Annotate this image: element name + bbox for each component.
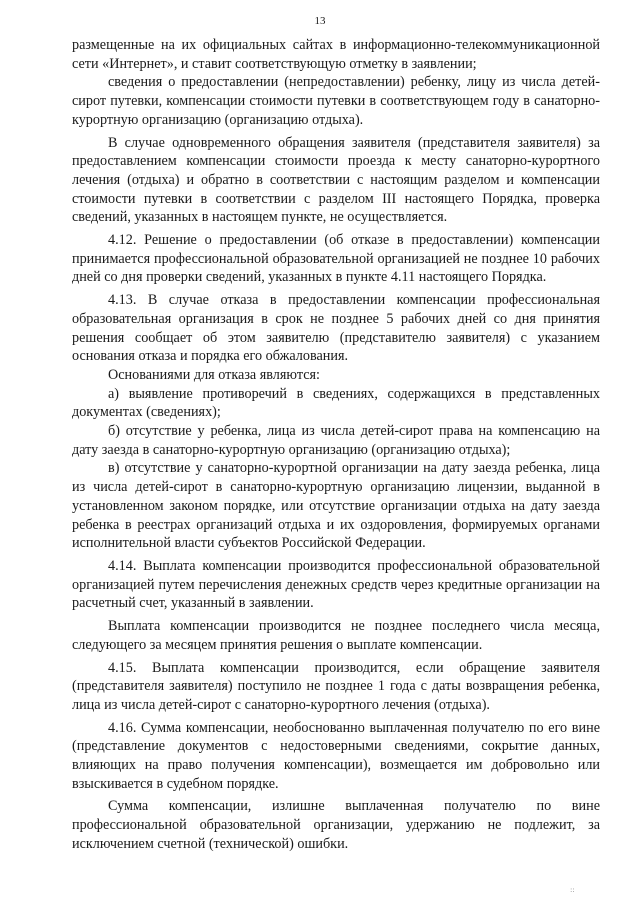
paragraph-payment-deadline: Выплата компенсации производится не позднее последнего числа месяца, следующего за месяцем принятия решения о выплате компенсации.	[72, 618, 600, 653]
paragraph-4-13: 4.13. В случае отказа в предоставлении компенсации профессиональная образовательная организация в срок не позднее 5 рабочих дней со дня принятия решения сообщает об этом заявителю (представителю заявителя) с указанием основания отказа и порядка его обжалования.	[72, 292, 600, 365]
paragraph-4-15: 4.15. Выплата компенсации производится, если обращение заявителя (представителя заявителя) поступило не позднее 1 года с даты возвращения ребенка, лица из числа детей-сирот с санаторно-курортного лечения (отдыха).	[72, 659, 600, 713]
paragraph-ground-a: а) выявление противоречий в сведениях, содержащихся в представленных документах (сведениях);	[72, 385, 600, 421]
paragraph-ground-b: б) отсутствие у ребенка, лица из числа детей-сирот права на компенсацию на дату заезда в санаторно-курортную организацию (организацию отдыха);	[72, 423, 600, 458]
paragraph-continuation: размещенные на их официальных сайтах в информационно-телекоммуникационной сети «Интернет», и ставит соответствующую отметку в заявлении;	[72, 37, 600, 72]
paragraph-4-12: 4.12. Решение о предоставлении (об отказе в предоставлении) компенсации принимается профессиональной образовательной организацией не позднее 10 рабочих дней со дня проверки сведений, указанных в пункте 4.11 настоящего Порядка.	[72, 232, 600, 286]
scan-mark: ::	[570, 886, 575, 894]
paragraph-refusal-grounds: Основаниями для отказа являются:	[108, 366, 320, 383]
paragraph-ground-c: в) отсутствие у санаторно-курортной организации на дату заезда ребенка, лица из числа детей-сирот в санаторно-курортную организацию лицензии, выданной в установленном законом порядке, или отсутствие организации отдыха на дату заезда ребенка в реестрах организаций отдыха и их оздоровления, формируемых органами исполнительной власти субъектов Российской Федерации.	[72, 460, 600, 552]
paragraph-overpayment: Сумма компенсации, излишне выплаченная получателю по вине профессиональной образовательной организации, удержанию не подлежит, за исключением счетной (технической) ошибки.	[72, 798, 600, 852]
document-body	[72, 36, 600, 854]
paragraph-simultaneous-request: В случае одновременного обращения заявителя (представителя заявителя) за предоставлением компенсации стоимости проезда к месту санаторно-курортного лечения (отдыха) и обратно в соответствии с настоящим разделом и компенсации стоимости путевки в соответствии с разделом III настоящего Порядка, проверка сведений, указанных в настоящем пункте, не осуществляется.	[72, 134, 600, 226]
page-number: 13	[314, 15, 326, 27]
paragraph-4-14: 4.14. Выплата компенсации производится профессиональной образовательной организацией путем перечисления денежных средств через кредитные организации на расчетный счет, указанный в заявлении.	[72, 557, 600, 612]
paragraph-4-16: 4.16. Сумма компенсации, необоснованно выплаченная получателю по его вине (представление документов с недостоверными сведениями, сокрытие данных, влияющих на право получения компенсации), возмещается им добровольно или взыскивается в судебном порядке.	[72, 719, 600, 792]
paragraph-info-voucher: сведения о предоставлении (непредоставлении) ребенку, лицу из числа детей-сирот путевки, компенсации стоимости путевки в соответствующем году в санаторно-курортную организацию (организацию отдыха).	[72, 74, 600, 128]
